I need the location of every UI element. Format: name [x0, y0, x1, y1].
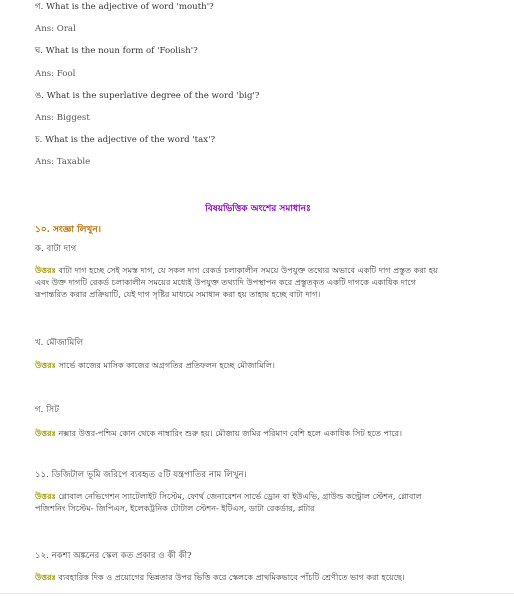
answer-line: রূপান্তরিত করার প্রক্রিয়াটি, যেই দাগ সৃষ্টির মাধ্যমে সমাধান করা হয় তাহায় হচ্ছে বাটা দাগ।: [35, 289, 321, 300]
item-bata-dag-label: ক. বাটা দাগ: [35, 244, 77, 254]
answer-label: উত্তরঃ: [35, 572, 56, 582]
question-10-title: ১০. সংজ্ঞা লিখুন।: [35, 225, 101, 235]
answer-tax-adjective: Ans: Taxable: [35, 157, 91, 167]
item-bata-dag-answer: [35, 264, 485, 301]
answer-label: উত্তরঃ: [35, 491, 56, 501]
question-tax-adjective: চ. What is the adjective of the word 'tax'?: [35, 135, 216, 145]
section-heading: বিষয়ভিত্তিক অংশের সমাধানঃ: [205, 204, 311, 214]
answer-foolish-noun: Ans: Fool: [35, 69, 76, 79]
answer-line: বাটা দাগ হচ্ছে সেই সমস্ত দাগ, যে সকল দাগ রেকর্ড চলাকালীন সময়ে উপযুক্ত তথ্যের অভাবে একটি দাগ প্রস্তুত করা হয়: [58, 265, 438, 275]
answer-mouth-adjective: Ans: Oral: [35, 24, 76, 34]
answer-big-superlative: Ans: Biggest: [35, 113, 90, 123]
answer-line: পজিশনিং সিস্টেম- জিপিএস, ইলেকট্রনিক টোটাল স্টেশন- ইটিএস, ডাটা রেকর্ডার, প্লটার: [35, 503, 315, 514]
item-moujamili-label: খ. মৌজামিলি: [35, 338, 84, 348]
answer-line: ব্যবহারিক দিক ও প্রয়োগের ভিন্নতার উপর ভিত্তি করে স্কেলকে প্রাথমিকভাবে পাঁচটি শ্রেণীতে ভাগ করা হয়েছে।: [58, 572, 405, 582]
question-big-superlative: ঙ. What is the superlative degree of the word 'big'?: [35, 91, 260, 101]
bottom-divider: [0, 593, 514, 594]
answer-line: এবং উক্ত দাগটি রেকর্ড চলাকালীন সময়ের মধ্যেই উপযুক্ত তথ্যাদি উপস্থাপন করে প্রস্তুতকৃত একটি দাগকে একাধিক দাগে: [35, 277, 416, 288]
answer-label: উত্তরঃ: [35, 428, 56, 438]
answer-line: গ্লোবাল নেভিগেশন স্যাটেলাইট সিস্টেম, ফোর্থ জেনারেশন সার্ভে ড্রোন বা ইউএভি, গ্রাউন্ড কন্ট্রোল স্টেশন, গ্লোবাল: [58, 491, 422, 501]
answer-line: নক্সার উত্তর-পশ্চিম কোন থেকে নাম্বারিং শুরু হয়। মৌজায় জমির পরিমাণ বেশি হলে একাধিক সিট হতে পারে।: [58, 428, 402, 438]
answer-label: উত্তরঃ: [35, 265, 56, 275]
question-11-answer: [35, 490, 485, 514]
answer-line: সার্ভে কাজের মাসিক কাজের অগ্রগতির প্রতিফলন হচ্ছে মৌজামিলি।: [58, 360, 275, 370]
answer-label: উত্তরঃ: [35, 360, 56, 370]
question-mouth-adjective: গ. What is the adjective of word 'mouth'?: [35, 2, 214, 12]
item-sheet-label: গ. সিট: [35, 405, 59, 415]
item-sheet-answer: [35, 427, 485, 439]
question-12-answer: [35, 571, 485, 583]
question-12-title: ১২. নকশা অঙ্কনের স্কেল কত প্রকার ও কী কী?: [35, 551, 192, 561]
question-foolish-noun: ঘ. What is the noun form of 'Foolish'?: [35, 46, 198, 56]
item-moujamili-answer: [35, 359, 485, 371]
question-11-title: ১১. ডিজিটাল ভূমি জরিপে ব্যবহৃত ৫টি যন্ত্রপাতির নাম লিখুন।: [35, 470, 247, 480]
